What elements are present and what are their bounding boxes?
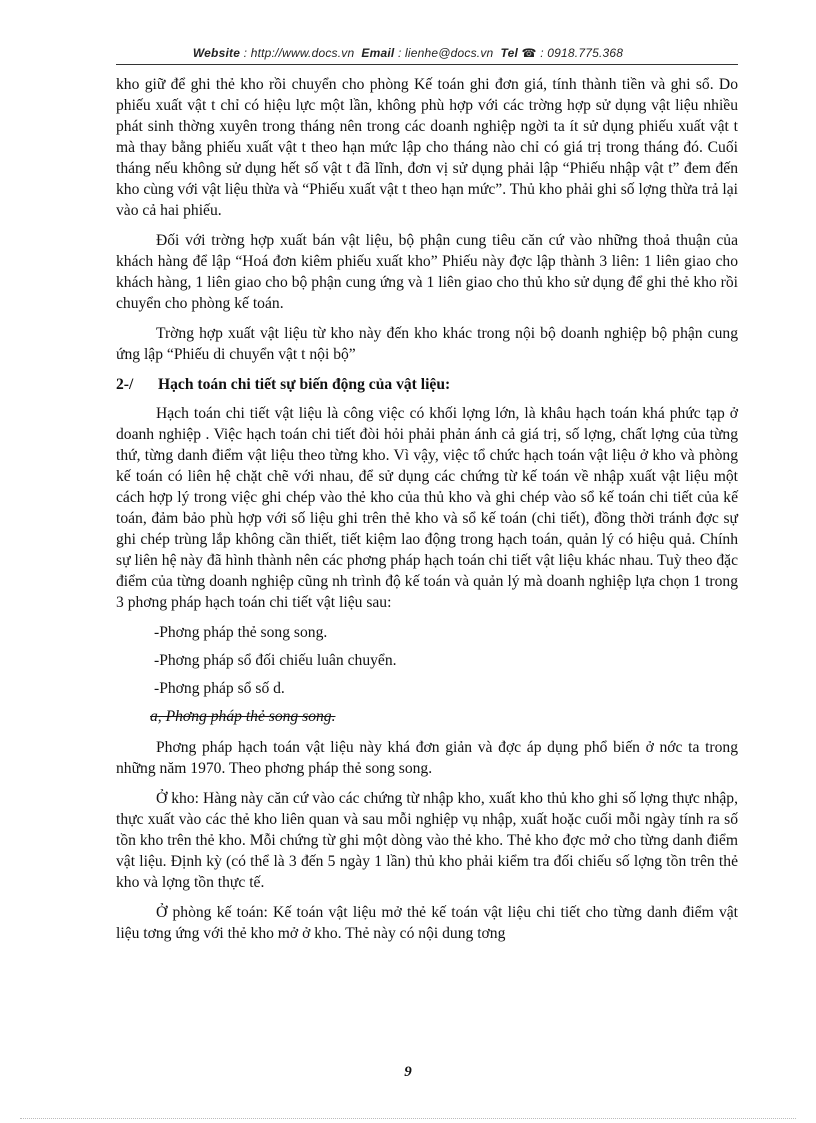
- section-heading: [116, 374, 738, 395]
- paragraph-4: Hạch toán chi tiết vật liệu là công việc có khối lợng lớn, là khâu hạch toán khá phức tạp ở doanh nghiệp . Việc hạch toán chi tiết đòi hỏi phải phản ánh cả giá trị, số lợng, chất lợng của từng thứ, từng danh điểm vật liệu theo từng kho. Vì vậy, việc tổ chức hạch toán vật liệu ở kho và phòng kế toán có liên hệ chặt chẽ với nhau, để sử dụng các chứng từ kế toán về nhập xuất vật liệu một cách hợp lý trong việc ghi chép vào thẻ kho của thủ kho và ghi chép vào sổ kế toán chi tiết của kế toán, đảm bảo phù hợp với số liệu ghi trên thẻ kho và sổ kế toán (chi tiết), đồng thời tránh đợc sự ghi chép trùng lắp không cần thiết, tiết kiệm lao động trong hạch toán, quản lý có hiệu quả. Chính sự liên hệ này đã hình thành nên các phơng pháp hạch toán chi tiết vật liệu khác nhau. Tuỳ theo đặc điểm của từng doanh nghiệp cũng nh trình độ kế toán và quản lý mà doanh nghiệp lựa chọn 1 trong 3 phơng pháp hạch toán chi tiết vật liệu sau:: [116, 405, 738, 611]
- subheading: a, Phơng pháp thẻ song song.: [150, 708, 336, 725]
- paragraph-1: kho giữ để ghi thẻ kho rồi chuyển cho phòng Kế toán ghi đơn giá, tính thành tiền và ghi sổ. Do phiếu xuất vật t chỉ có hiệu lực một lần, không phù hợp với các trờng hợp sử dụng vật liệu nhiều phát sinh thờng xuyên trong tháng nên trong các doanh nghiệp ngời ta ít sử dụng phiếu xuất vật t mà thay bằng phiếu xuất vật t theo hạn mức lập cho tháng nào chỉ có giá trị trong tháng đó. Cuối tháng nếu không sử dụng hết số vật t đã lĩnh, đơn vị sử dụng phải lập “Phiếu nhập vật t” đem đến kho cùng với vật liệu thừa và “Phiếu xuất vật t theo hạn mức”. Thủ kho phải ghi số lợng thừa trả lại vào cả hai phiếu.: [116, 76, 738, 219]
- email-label: Email: [361, 46, 395, 60]
- paragraph-3: Trờng hợp xuất vật liệu từ kho này đến kho khác trong nội bộ doanh nghiệp bộ phận cung ứng lập “Phiếu di chuyển vật t nội bộ”: [116, 325, 738, 363]
- page-number: 9: [404, 1064, 412, 1080]
- email-value: : lienhe@docs.vn: [397, 46, 494, 60]
- method-item: -Phơng pháp sổ đối chiếu luân chuyển.: [154, 652, 397, 669]
- website-value: : http://www.docs.vn: [243, 46, 355, 60]
- section-title: Hạch toán chi tiết sự biến động của vật liệu:: [158, 376, 451, 393]
- paragraph-7: Ở phòng kế toán: Kế toán vật liệu mở thẻ kế toán vật liệu chi tiết cho từng danh điểm vật liệu tơng ứng với thẻ kho mở ở kho. Thẻ này có nội dung tơng: [116, 904, 738, 942]
- tel-value: ☎ : 0918.775.368: [521, 46, 624, 60]
- tel-label: Tel: [500, 46, 518, 60]
- section-number: 2-/: [116, 376, 134, 393]
- website-label: Website: [192, 46, 241, 60]
- method-item: -Phơng pháp thẻ song song.: [154, 624, 328, 641]
- method-item: -Phơng pháp sổ số d.: [154, 680, 285, 697]
- page-header: [0, 46, 816, 60]
- paragraph-5: Phơng pháp hạch toán vật liệu này khá đơn giản và đợc áp dụng phổ biến ở nớc ta trong những năm 1970. Theo phơng pháp thẻ song song.: [116, 739, 738, 777]
- page-body: [116, 74, 738, 953]
- footer-divider: [20, 1118, 796, 1119]
- paragraph-2: Đối với trờng hợp xuất bán vật liệu, bộ phận cung tiêu căn cứ vào những thoả thuận của khách hàng để lập “Hoá đơn kiêm phiếu xuất kho” Phiếu này đợc lập thành 3 liên: 1 liên giao cho khách hàng, 1 liên giao cho bộ phận cung ứng và 1 liên giao cho thủ kho sử dụng để ghi thẻ kho rồi chuyển cho phòng kế toán.: [116, 232, 738, 312]
- header-divider: [116, 64, 738, 65]
- paragraph-6: Ở kho: Hàng này căn cứ vào các chứng từ nhập kho, xuất kho thủ kho ghi số lợng thực nhập, thực xuất vào các thẻ kho liên quan và sau mỗi nghiệp vụ nhập, xuất hoặc cuối mỗi ngày tính ra số tồn kho trên thẻ kho. Mỗi chứng từ ghi một dòng vào thẻ kho. Thẻ kho đợc mở cho từng danh điểm vật liệu. Định kỳ (có thể là 3 đến 5 ngày 1 lần) thủ kho phải kiểm tra đối chiếu số lợng tồn trên thẻ kho và lợng tồn thực tế.: [116, 790, 738, 891]
